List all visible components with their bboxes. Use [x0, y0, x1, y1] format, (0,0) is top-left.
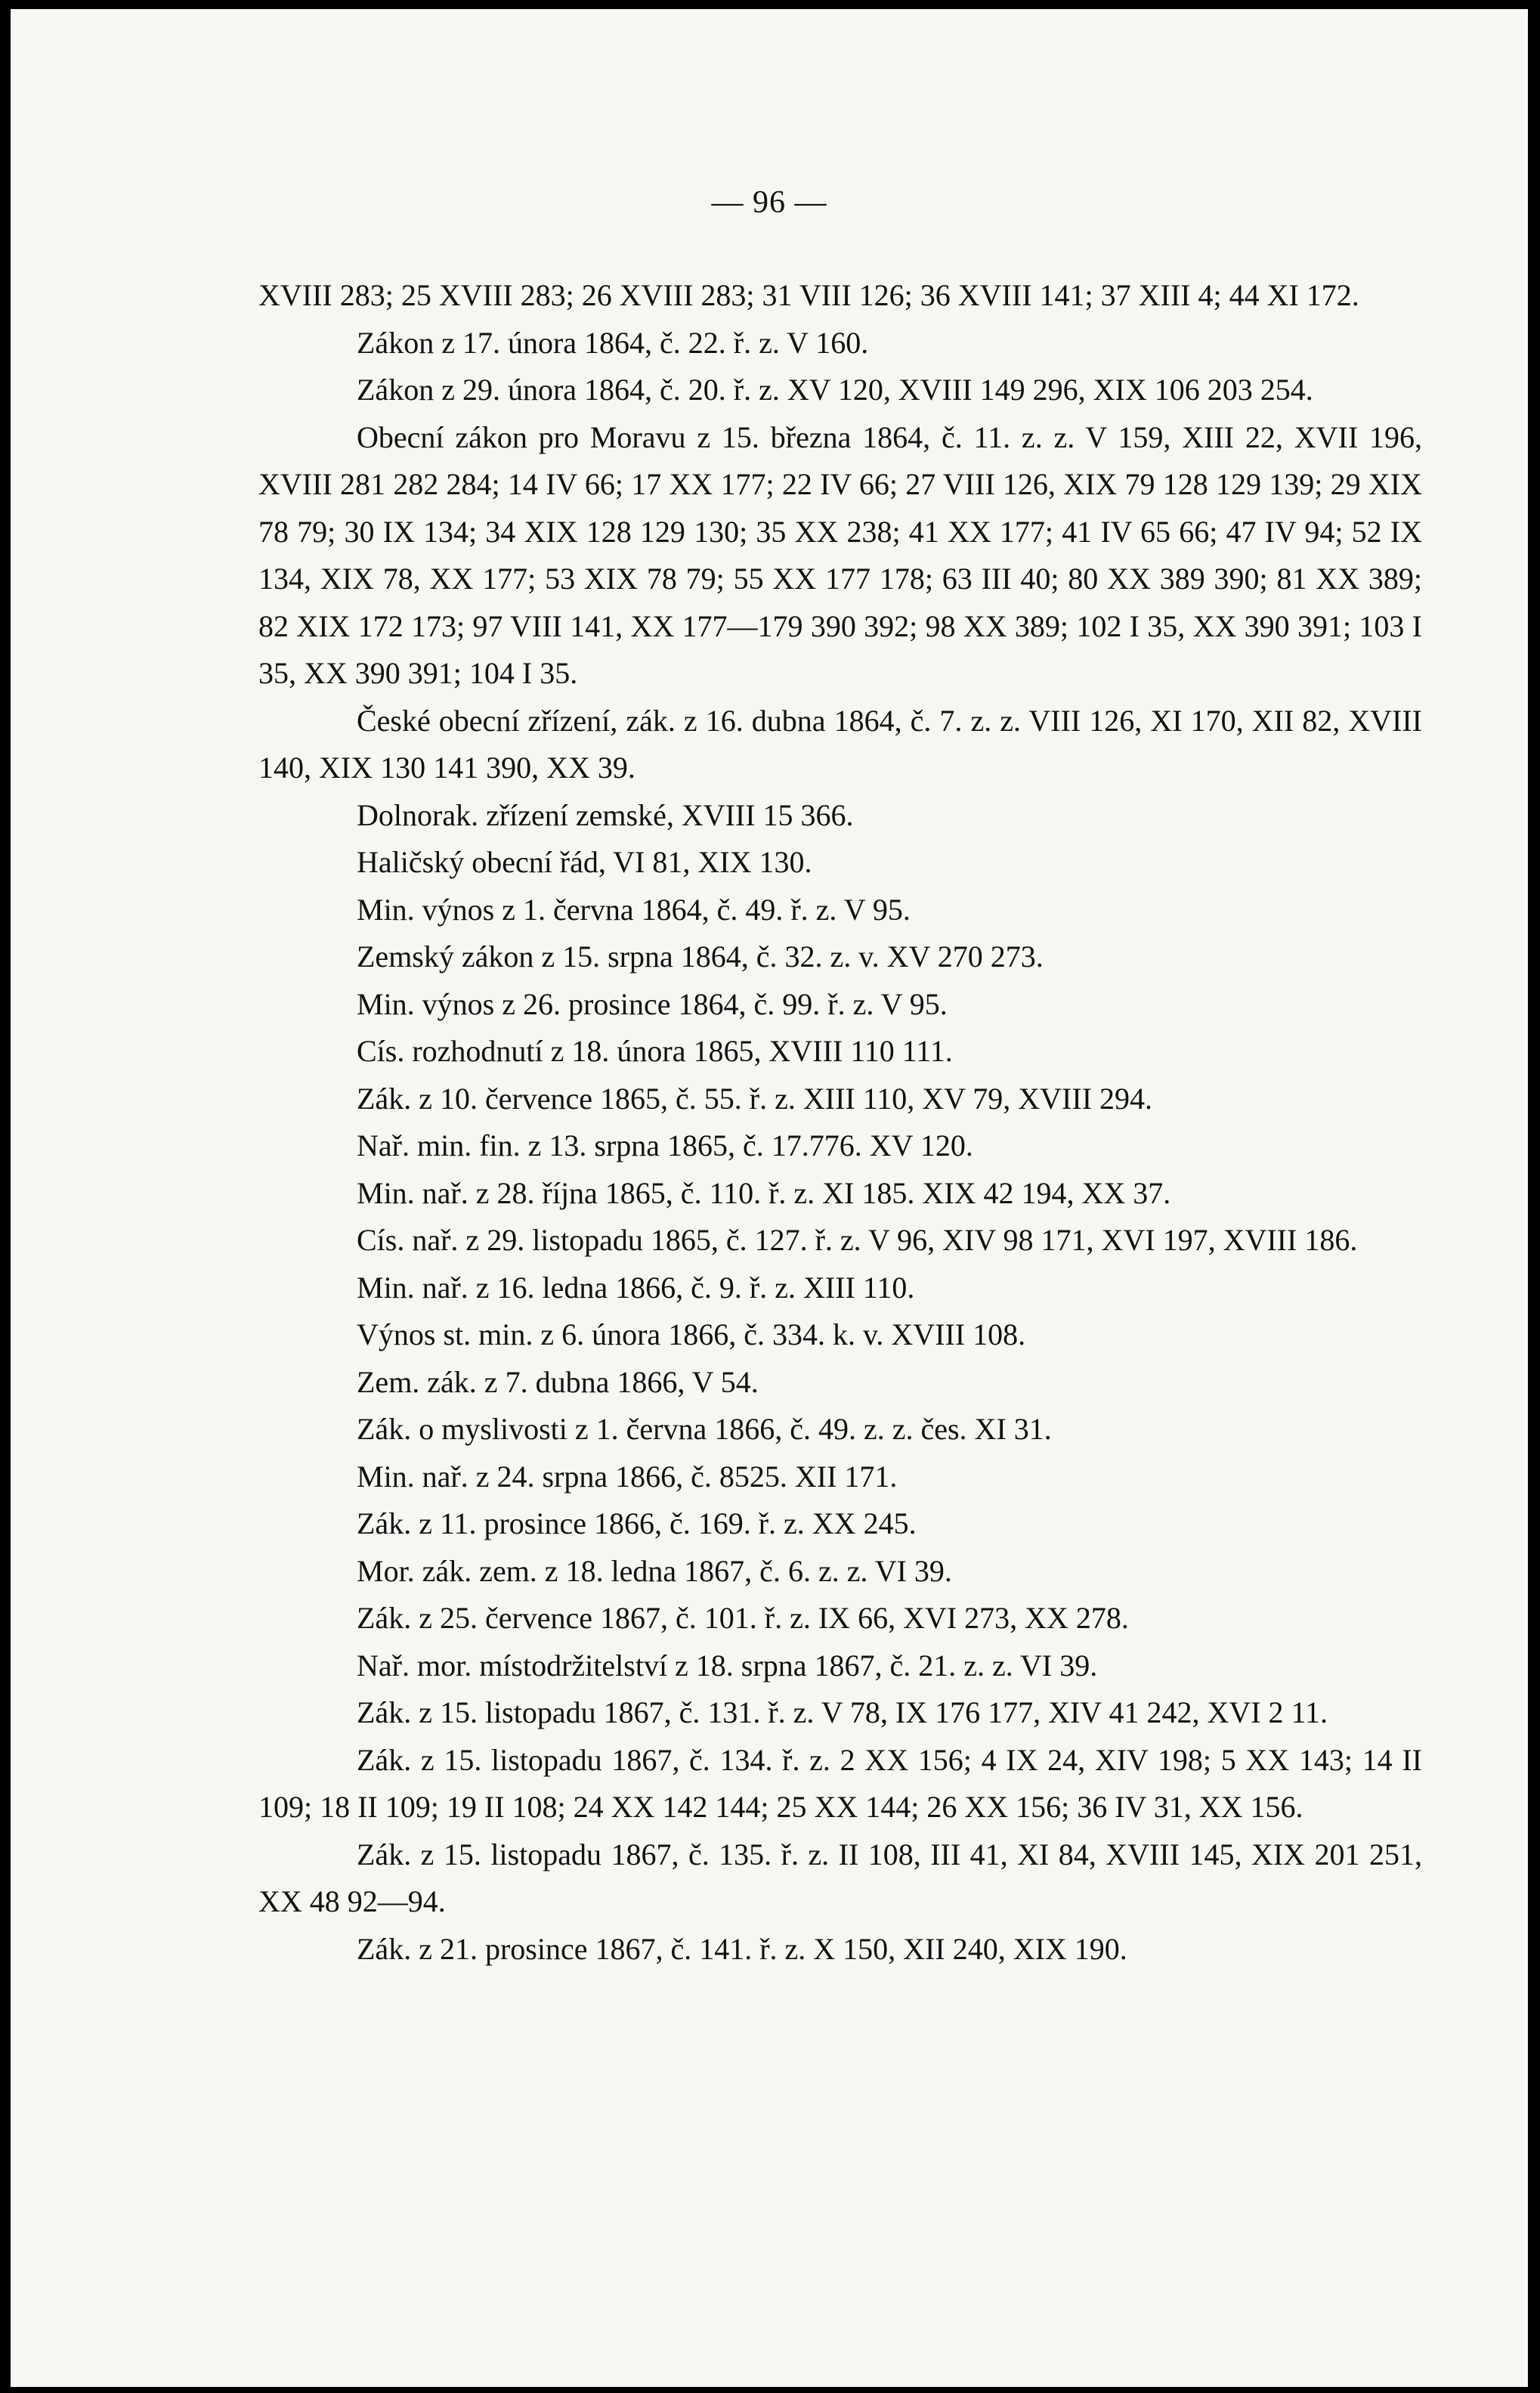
index-entry: Zák. z 15. listopadu 1867, č. 134. ř. z. 2 XX 156; 4 IX 24, XIV 198; 5 XX 143; 14 II 109; 18 II 109; 19 II 108; 24 XX 142 144; 25 XX 144; 26 XX 156; 36 IV 31, XX 156. [258, 1742, 1422, 1824]
index-entry: Zák. z 10. července 1865, č. 55. ř. z. XIII 110, XV 79, XVIII 294. [357, 1081, 1153, 1116]
index-entry: Cís. rozhodnutí z 18. února 1865, XVIII 110 111. [357, 1034, 953, 1068]
index-entry: Zák. z 15. listopadu 1867, č. 131. ř. z. V 78, IX 176 177, XIV 41 242, XVI 2 11. [357, 1695, 1328, 1729]
index-entries [258, 272, 1422, 1973]
index-entry: Min. výnos z 26. prosince 1864, č. 99. ř. z. V 95. [357, 986, 948, 1021]
index-entry: Zák. z 21. prosince 1867, č. 141. ř. z. X 150, XII 240, XIX 190. [357, 1931, 1127, 1966]
index-entry: Zák. z 15. listopadu 1867, č. 135. ř. z. II 108, III 41, XI 84, XVIII 145, XIX 201 251, XX 48 92—94. [258, 1837, 1422, 1918]
index-entry: Min. nař. z 16. ledna 1866, č. 9. ř. z. XIII 110. [357, 1270, 915, 1305]
index-entry: Min. nař. z 28. října 1865, č. 110. ř. z. XI 185. XIX 42 194, XX 37. [357, 1175, 1171, 1210]
index-entry: Zemský zákon z 15. srpna 1864, č. 32. z. v. XV 270 273. [357, 940, 1044, 974]
index-entry: XVIII 283; 25 XVIII 283; 26 XVIII 283; 31 VIII 126; 36 XVIII 141; 37 XIII 4; 44 XI 172. [258, 278, 1359, 312]
index-entry: Nař. mor. místodržitelství z 18. srpna 1867, č. 21. z. z. VI 39. [357, 1648, 1098, 1683]
index-entry: Zák. z 25. července 1867, č. 101. ř. z. IX 66, XVI 273, XX 278. [357, 1601, 1129, 1635]
index-entry: Haličský obecní řád, VI 81, XIX 130. [357, 845, 812, 879]
index-entry: Výnos st. min. z 6. února 1866, č. 334. k. v. XVIII 108. [357, 1317, 1026, 1351]
index-entry: Mor. zák. zem. z 18. ledna 1867, č. 6. z. z. VI 39. [357, 1553, 952, 1588]
index-entry: Min. výnos z 1. června 1864, č. 49. ř. z. V 95. [357, 892, 911, 927]
index-entry: Min. nař. z 24. srpna 1866, č. 8525. XII 171. [357, 1459, 898, 1494]
index-entry: Zák. o myslivosti z 1. června 1866, č. 49. z. z. čes. XI 31. [357, 1412, 1052, 1446]
book-page [11, 9, 1528, 2387]
index-entry: Zem. zák. z 7. dubna 1866, V 54. [357, 1364, 759, 1399]
index-entry: Zák. z 11. prosince 1866, č. 169. ř. z. XX 245. [357, 1506, 917, 1540]
index-entry: Zákon z 17. února 1864, č. 22. ř. z. V 160. [357, 325, 869, 360]
index-entry: Nař. min. fin. z 13. srpna 1865, č. 17.776. XV 120. [357, 1128, 973, 1162]
index-entry: Cís. nař. z 29. listopadu 1865, č. 127. ř. z. V 96, XIV 98 171, XVI 197, XVIII 186. [357, 1223, 1358, 1257]
index-entry: Zákon z 29. února 1864, č. 20. ř. z. XV 120, XVIII 149 296, XIX 106 203 254. [357, 373, 1313, 407]
page-number: — 96 — [711, 185, 827, 220]
index-entry: Obecní zákon pro Moravu z 15. března 1864, č. 11. z. z. V 159, XIII 22, XVII 196, XVIII 281 282 284; 14 IV 66; 17 XX 177; 22 IV 66; 27 VIII 126, XIX 79 128 129 139; 29 XIX 78 79; 30 IX 134; 34 XIX 128 129 130; 35 XX 238; 41 XX 177; 41 IV 65 66; 47 IV 94; 52 IX 134, XIX 78, XX 177; 53 XIX 78 79; 55 XX 177 178; 63 III 40; 80 XX 389 390; 81 XX 389; 82 XIX 172 173; 97 VIII 141, XX 177—179 390 392; 98 XX 389; 102 I 35, XX 390 391; 103 I 35, XX 390 391; 104 I 35. [258, 419, 1422, 690]
index-entry: České obecní zřízení, zák. z 16. dubna 1864, č. 7. z. z. VIII 126, XI 170, XII 82, XVIII 140, XIX 130 141 390, XX 39. [258, 703, 1422, 785]
index-entry: Dolnorak. zřízení zemské, XVIII 15 366. [357, 797, 854, 832]
